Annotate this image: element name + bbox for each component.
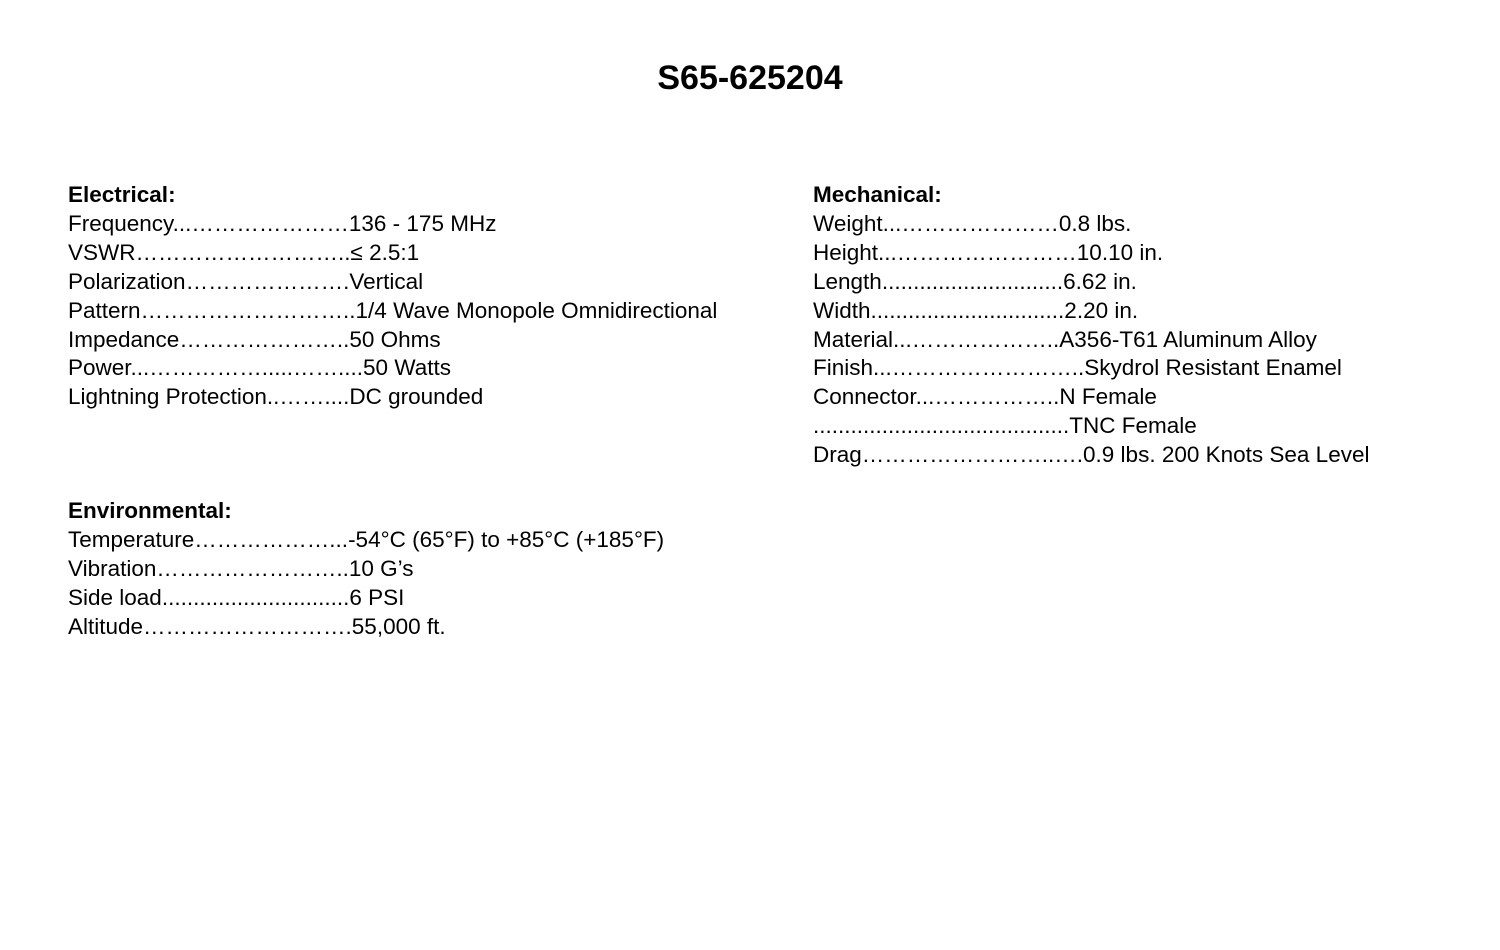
electrical-heading: Electrical: (68, 182, 176, 207)
spec-line-polarization: Polarization………………….Vertical (68, 268, 424, 294)
spec-line-side-load: Side load..............................6 PSI (68, 584, 405, 610)
spec-line-connector: Connector...……………..N Female (813, 384, 1157, 410)
spec-line-drag: Drag……………………..….0.9 lbs. 200 Knots Sea Level (813, 442, 1370, 468)
spec-line-lightning-protection: Lightning Protection..……....DC grounded (68, 384, 484, 410)
spec-line-length: Length.............................6.62 in. (813, 268, 1137, 294)
spec-line-width: Width...............................2.20 in. (813, 297, 1139, 323)
spec-line-connector-alt: .........................................TNC Female (813, 413, 1197, 439)
spec-line-altitude: Altitude……………………….55,000 ft. (68, 613, 446, 639)
environmental-heading: Environmental: (68, 498, 232, 523)
spec-line-height: Height...……………………10.10 in. (813, 239, 1164, 265)
page-title: S65-625204 (657, 59, 843, 97)
electrical-section (68, 181, 717, 412)
spec-line-impedance: Impedance…………………..50 Ohms (68, 326, 441, 352)
spec-line-pattern: Pattern………………………..1/4 Wave Monopole Omnidirectional (68, 297, 718, 323)
mechanical-section (813, 181, 1369, 470)
spec-line-vswr: VSWR………………………..≤ 2.5:1 (68, 239, 420, 265)
environmental-section (68, 497, 664, 642)
spec-line-temperature: Temperature………………...-54°C (65°F) to +85°C (+185°F) (68, 526, 665, 552)
spec-line-material: Material...………………..A356-T61 Aluminum Alloy (813, 326, 1317, 352)
spec-line-vibration: Vibration……………………..10 G’s (68, 555, 414, 581)
mechanical-heading: Mechanical: (813, 182, 942, 207)
spec-line-finish: Finish...……………………..Skydrol Resistant Enamel (813, 355, 1342, 381)
spec-line-weight: Weight...…………………0.8 lbs. (813, 210, 1132, 236)
spec-line-power: Power...…………….....……....50 Watts (68, 355, 451, 381)
spec-line-frequency: Frequency...…………………136 - 175 MHz (68, 210, 497, 236)
